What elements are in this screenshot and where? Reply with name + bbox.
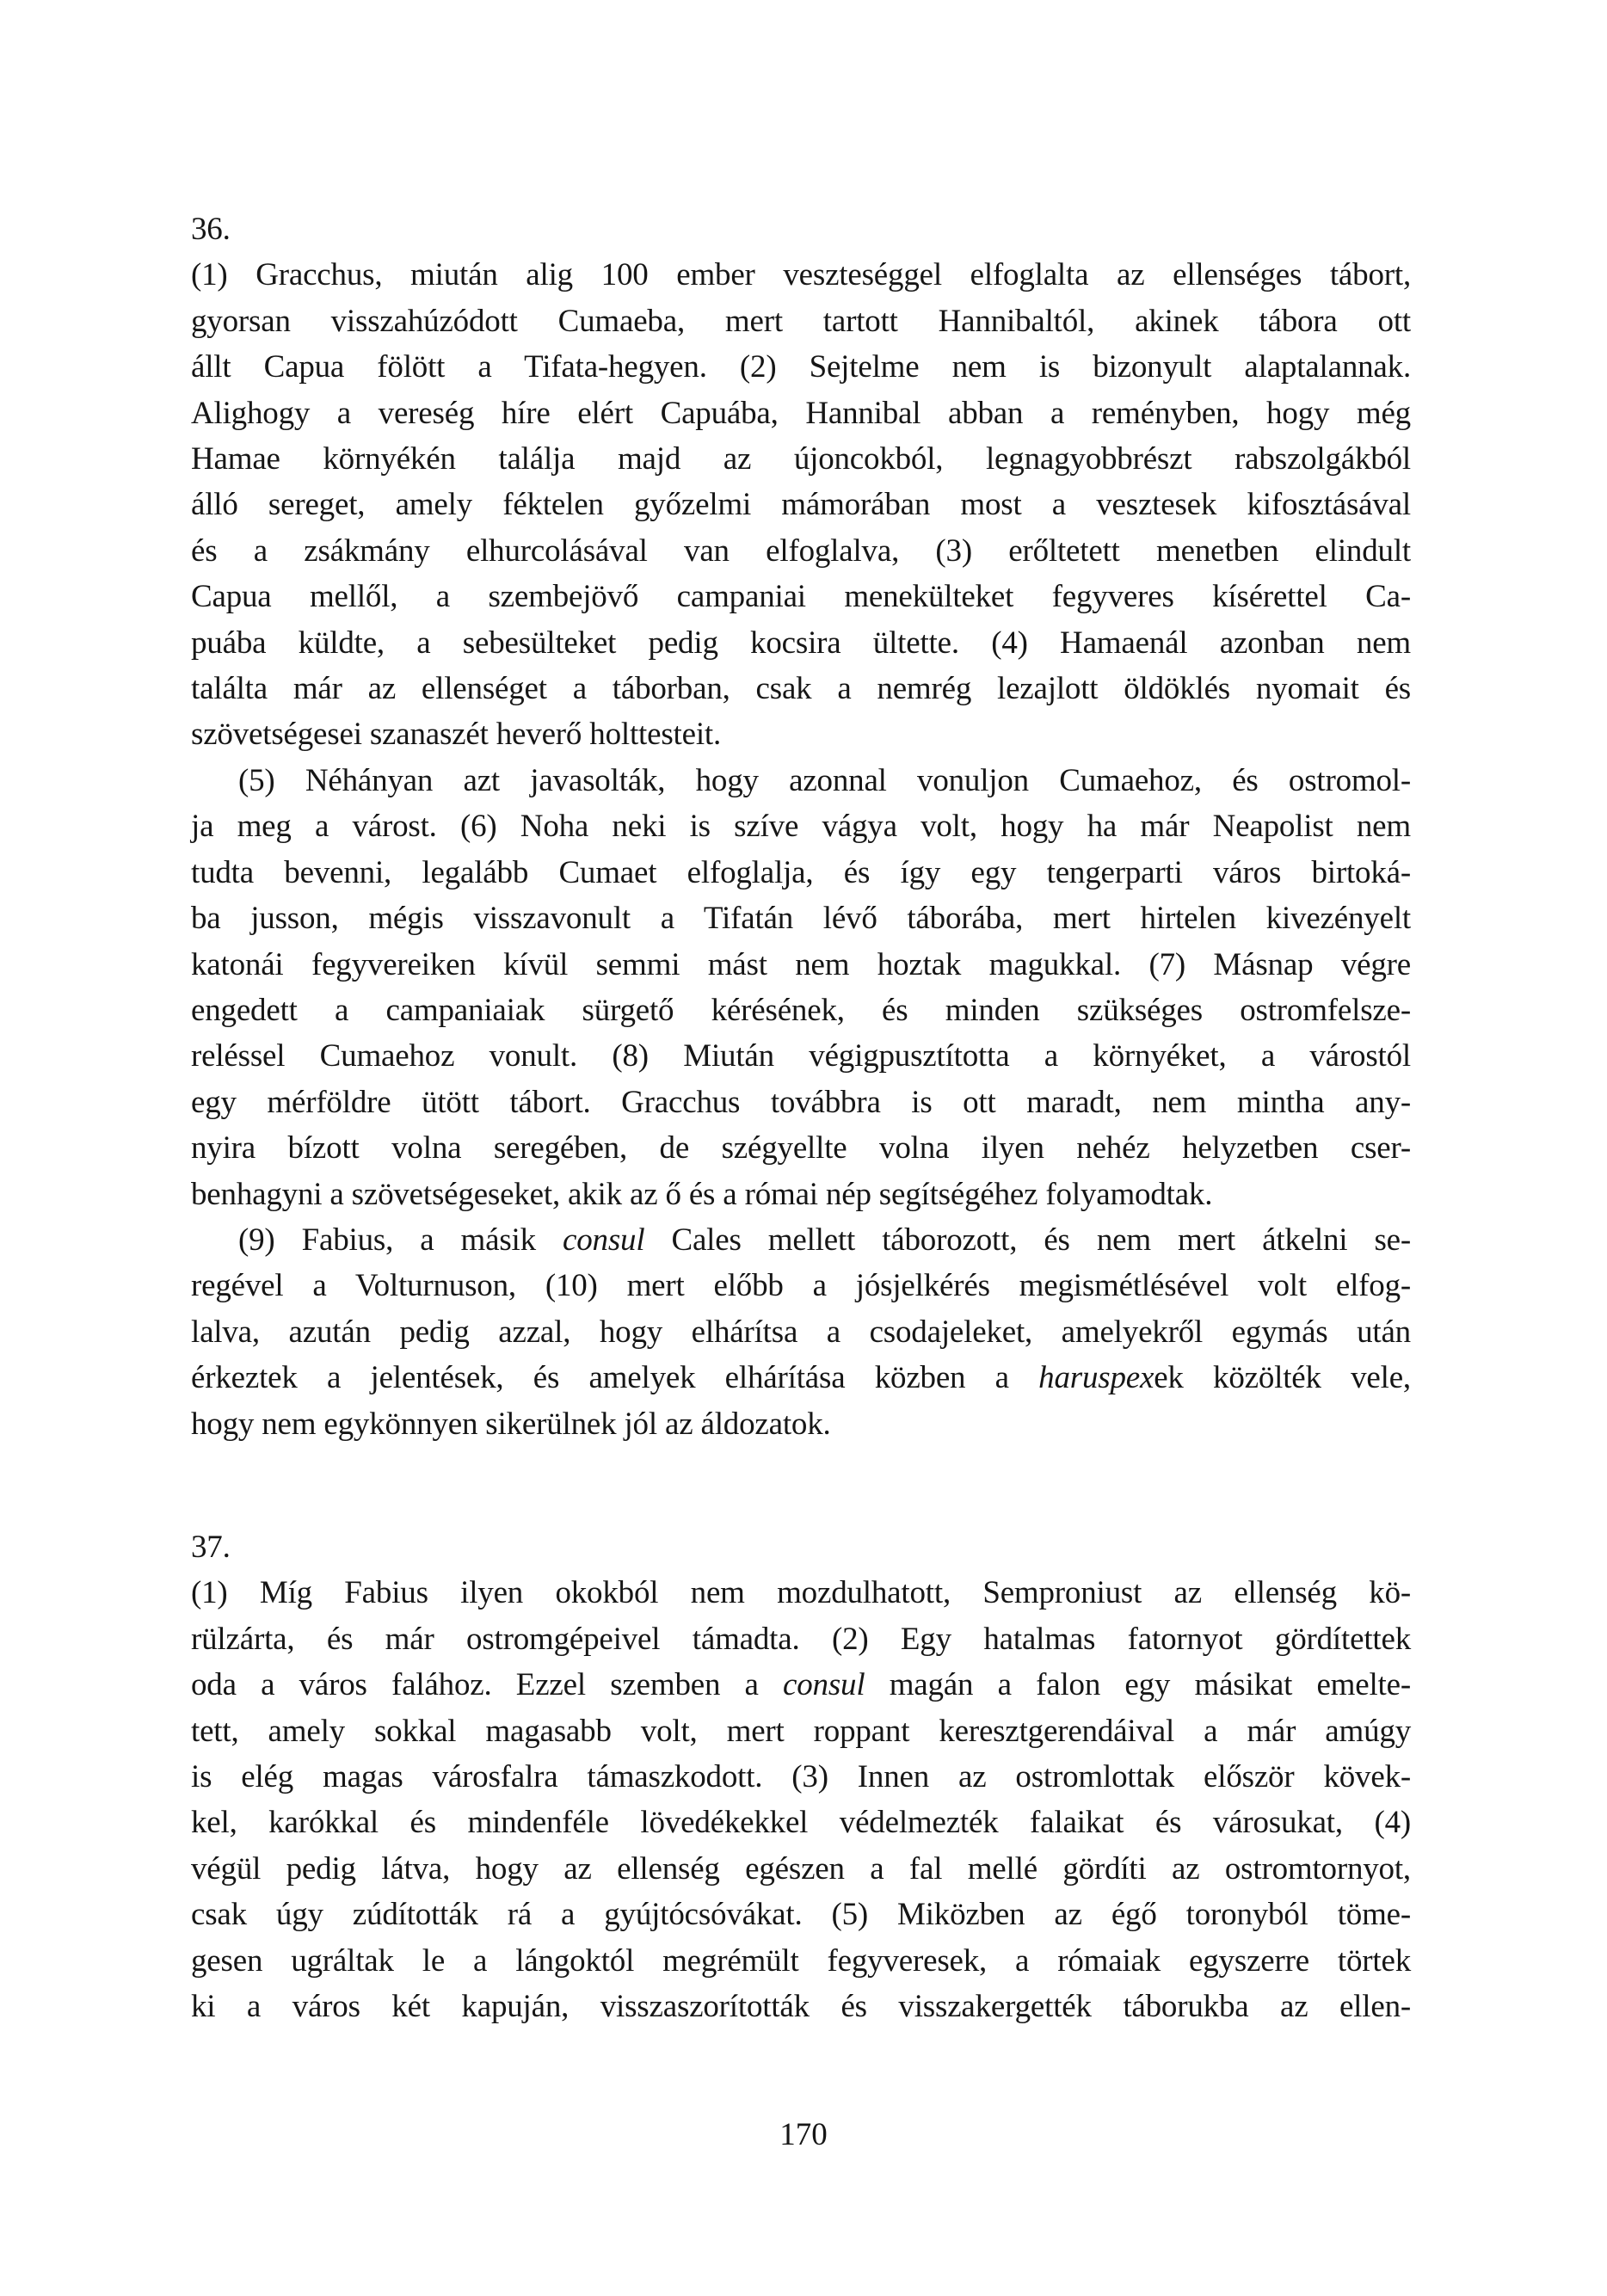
text-line: egy mérföldre ütött tábort. Gracchus továbbra is ott maradt, nem mintha any- xyxy=(191,1084,1411,1120)
text-line: katonái fegyvereiken kívül semmi mást nem hoztak magukkal. (7) Másnap végre xyxy=(191,946,1411,982)
text-line: regével a Volturnuson, (10) mert előbb a jósjelkérés megismétlésével volt elfog- xyxy=(191,1268,1411,1304)
section-36 xyxy=(191,206,1411,1447)
section-37 xyxy=(191,1524,1411,2029)
text-line: Alighogy a vereség híre elért Capuába, Hannibal abban a reményben, hogy még xyxy=(191,395,1411,431)
text-line: benhagyni a szövetségeseket, akik az ő és a római nép segítségéhez folyamodtak. xyxy=(191,1176,1213,1212)
text-line: álló sereget, amely féktelen győzelmi mámorában most a vesztesek kifosztásával xyxy=(191,487,1411,523)
text-line: (1) Gracchus, miután alig 100 ember veszteséggel elfoglalta az ellenséges tábort, xyxy=(191,257,1411,293)
text-line: állt Capua fölött a Tifata-hegyen. (2) Sejtelme nem is bizonyult alaptalannak. xyxy=(191,349,1411,385)
text-line: lalva, azután pedig azzal, hogy elhárítsa a csodajeleket, amelyekről egymás után xyxy=(191,1314,1411,1350)
text-line: érkeztek a jelentések, és amelyek elhárítása közben a haruspexek közölték vele, xyxy=(191,1360,1411,1396)
text-line: puába küldte, a sebesülteket pedig kocsira ültette. (4) Hamaenál azonban nem xyxy=(191,625,1411,661)
section-heading: 36. xyxy=(191,212,231,247)
text-line: ki a város két kapuján, visszaszorították és visszakergették táborukba az ellen- xyxy=(191,1989,1411,2025)
text-line: szövetségesei szanaszét heverő holttesteit. xyxy=(191,717,722,753)
text-line: oda a város falához. Ezzel szemben a consul magán a falon egy másikat emelte- xyxy=(191,1667,1411,1703)
text-line: találta már az ellenséget a táborban, csak a nemrég lezajlott öldöklés nyomait és xyxy=(191,671,1411,707)
text-line: és a zsákmány elhurcolásával van elfoglalva, (3) erőltetett menetben elindult xyxy=(191,532,1411,569)
page-number: 170 xyxy=(779,2117,828,2152)
text-line: (9) Fabius, a másik consul Cales mellett táborozott, és nem mert átkelni se- xyxy=(238,1222,1412,1258)
text-line: gesen ugráltak le a lángoktól megrémült fegyveresek, a rómaiak egyszerre törtek xyxy=(191,1942,1411,1979)
text-line: reléssel Cumaehoz vonult. (8) Miután végigpusztította a környéket, a várostól xyxy=(191,1038,1411,1074)
text-line: (1) Míg Fabius ilyen okokból nem mozdulhatott, Semproniust az ellenség kö- xyxy=(191,1575,1411,1611)
text-line: rülzárta, és már ostromgépeivel támadta. (2) Egy hatalmas fatornyot gördítettek xyxy=(191,1621,1411,1657)
text-line: tudta bevenni, legalább Cumaet elfoglalja, és így egy tengerparti város birtoká- xyxy=(191,854,1411,890)
text-line: hogy nem egykönnyen sikerülnek jól az áldozatok. xyxy=(191,1406,831,1442)
text-line: kel, karókkal és mindenféle lövedékekkel védelmezték falaikat és városukat, (4) xyxy=(191,1805,1411,1841)
text-block xyxy=(191,206,1411,2029)
text-line: is elég magas városfalra támaszkodott. (3) Innen az ostromlottak először kövek- xyxy=(191,1759,1411,1794)
text-line: végül pedig látva, hogy az ellenség egészen a fal mellé gördíti az ostromtornyot, xyxy=(191,1850,1411,1887)
section-heading: 37. xyxy=(191,1529,231,1565)
text-line: nyira bízott volna seregében, de szégyellte volna ilyen nehéz helyzetben cser- xyxy=(191,1130,1411,1166)
text-line: ja meg a várost. (6) Noha neki is szíve vágya volt, hogy ha már Neapolist nem xyxy=(191,809,1411,845)
text-line: Capua mellől, a szembejövő campaniai menekülteket fegyveres kísérettel Ca- xyxy=(191,579,1411,615)
text-line: Hamae környékén találja majd az újoncokból, legnagyobbrészt rabszolgákból xyxy=(191,441,1411,477)
text-line: ba jusson, mégis visszavonult a Tifatán lévő táborába, mert hirtelen kivezényelt xyxy=(191,901,1411,937)
text-line: gyorsan visszahúzódott Cumaeba, mert tartott Hannibaltól, akinek tábora ott xyxy=(191,303,1411,339)
text-line: (5) Néhányan azt javasolták, hogy azonnal vonuljon Cumaehoz, és ostromol- xyxy=(238,762,1411,798)
text-line: tett, amely sokkal magasabb volt, mert roppant keresztgerendáival a már amúgy xyxy=(191,1713,1411,1749)
text-line: engedett a campaniaiak sürgető kérésének, és minden szükséges ostromfelsze- xyxy=(191,992,1411,1028)
text-line: csak úgy zúdították rá a gyújtócsóvákat. (5) Miközben az égő toronyból töme- xyxy=(191,1897,1411,1933)
